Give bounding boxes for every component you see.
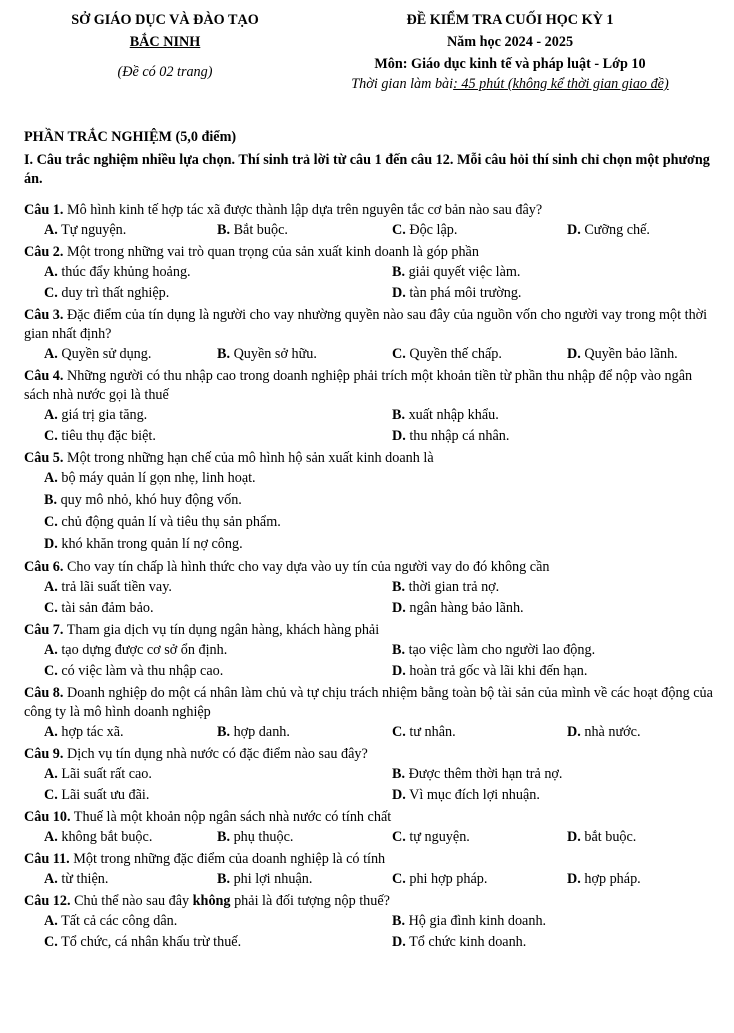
option-c — [392, 724, 456, 742]
option-letter: A. — [44, 346, 58, 362]
option-row — [24, 934, 714, 955]
option-letter: D. — [392, 428, 406, 444]
option-row — [24, 600, 714, 621]
option-text: Hộ gia đình kinh doanh. — [408, 913, 547, 929]
option-text: Tất cả các công dân. — [61, 913, 178, 929]
option-b — [44, 492, 242, 510]
option-b — [392, 407, 499, 425]
header-right — [300, 12, 720, 94]
option-d — [567, 222, 650, 240]
header-left — [30, 12, 300, 82]
option-d — [392, 787, 540, 805]
option-letter: B. — [217, 871, 231, 887]
option-text: phi hợp pháp. — [409, 871, 488, 887]
option-d — [392, 428, 509, 446]
question-11 — [24, 850, 714, 892]
option-text: xuất nhập khẩu. — [408, 407, 499, 423]
option-row — [24, 829, 714, 850]
province-name: BẮC NINH — [129, 34, 201, 50]
question-number: Câu 7. — [24, 622, 64, 638]
time-label: Thời gian làm bài — [351, 76, 454, 92]
question-text: Một trong những vai trò quan trọng của sản xuất kinh doanh là góp phần — [63, 244, 479, 260]
school-year: Năm học 2024 - 2025 — [446, 34, 574, 50]
option-letter: A. — [44, 222, 58, 238]
question-3 — [24, 306, 714, 367]
option-letter: D. — [392, 787, 406, 803]
option-b — [392, 264, 520, 282]
option-text: có việc làm và thu nhập cao. — [61, 663, 224, 679]
option-row — [24, 724, 714, 745]
option-a — [44, 724, 124, 742]
option-row — [24, 285, 714, 306]
option-c — [44, 663, 223, 681]
option-text: ngân hàng bảo lãnh. — [409, 600, 524, 616]
option-letter: A. — [44, 913, 58, 929]
option-letter: D. — [567, 222, 581, 238]
option-text: Tổ chức kinh doanh. — [409, 934, 527, 950]
option-text: hợp pháp. — [584, 871, 641, 887]
option-text: tàn phá môi trường. — [409, 285, 522, 301]
subject-line: Môn: Giáo dục kinh tế và pháp luật - Lớp 10 — [374, 56, 646, 72]
question-stem — [24, 201, 714, 222]
option-row — [24, 428, 714, 449]
option-d — [567, 829, 636, 847]
option-c — [44, 934, 241, 952]
option-text: tạo dựng được cơ sở ổn định. — [61, 642, 228, 658]
option-d — [567, 346, 678, 364]
option-text: bộ máy quản lí gọn nhẹ, linh hoạt. — [61, 470, 256, 486]
option-letter: A. — [44, 871, 58, 887]
option-row — [24, 514, 714, 536]
question-stem — [24, 745, 714, 766]
option-text: từ thiện. — [61, 871, 109, 887]
option-text: Quyền sở hữu. — [233, 346, 317, 362]
option-text: nhà nước. — [584, 724, 641, 740]
question-stem — [24, 306, 714, 346]
option-text: Vì mục đích lợi nhuận. — [409, 787, 540, 803]
option-text: hợp danh. — [233, 724, 290, 740]
option-c — [44, 285, 169, 303]
time-line — [300, 76, 720, 94]
option-row — [24, 264, 714, 285]
option-letter: B. — [392, 579, 406, 595]
option-text: bắt buộc. — [584, 829, 637, 845]
question-list — [24, 201, 714, 955]
option-d — [392, 285, 521, 303]
option-c — [44, 787, 149, 805]
question-7 — [24, 621, 714, 684]
option-text: phụ thuộc. — [233, 829, 294, 845]
option-row — [24, 766, 714, 787]
option-b — [217, 222, 288, 240]
option-letter: C. — [392, 346, 406, 362]
option-c — [392, 222, 457, 240]
option-letter: C. — [44, 285, 58, 301]
option-row — [24, 407, 714, 428]
option-a — [44, 470, 256, 488]
option-letter: D. — [392, 663, 406, 679]
option-letter: B. — [392, 766, 406, 782]
option-a — [44, 642, 227, 660]
option-c — [44, 428, 156, 446]
option-letter: B. — [217, 346, 231, 362]
option-text: Độc lập. — [409, 222, 458, 238]
page-count-note: (Đề có 02 trang) — [117, 64, 213, 80]
option-letter: D. — [392, 934, 406, 950]
option-text: Tổ chức, cá nhân khấu trừ thuế. — [61, 934, 242, 950]
option-letter: C. — [44, 428, 58, 444]
option-letter: B. — [392, 913, 406, 929]
option-text: thu nhập cá nhân. — [409, 428, 510, 444]
option-letter: D. — [567, 724, 581, 740]
question-stem — [24, 808, 714, 829]
option-row — [24, 642, 714, 663]
option-letter: C. — [44, 600, 58, 616]
question-stem — [24, 367, 714, 407]
option-text: quy mô nhỏ, khó huy động vốn. — [60, 492, 242, 508]
option-d — [567, 871, 641, 889]
department-name: SỞ GIÁO DỤC VÀ ĐÀO TẠO — [71, 12, 259, 28]
option-c — [392, 346, 502, 364]
option-a — [44, 913, 177, 931]
option-a — [44, 871, 108, 889]
option-b — [217, 829, 293, 847]
question-text-emphasis: không — [192, 893, 231, 909]
part-title: I. Câu trắc nghiệm nhiều lựa chọn. Thí sinh trả lời từ câu 1 đến câu 12. Mỗi câu hỏi thí sinh chỉ chọn một phương án. — [24, 152, 710, 187]
exam-title: ĐỀ KIỂM TRA CUỐI HỌC KỲ 1 — [406, 12, 614, 28]
option-letter: C. — [392, 829, 406, 845]
question-text: Một trong những hạn chế của mô hình hộ sản xuất kinh doanh là — [63, 450, 434, 466]
question-stem — [24, 850, 714, 871]
question-number: Câu 9. — [24, 746, 64, 762]
question-text: Cho vay tín chấp là hình thức cho vay dựa vào uy tín của người vay do đó không cần — [63, 559, 550, 575]
question-stem — [24, 449, 714, 470]
question-number: Câu 1. — [24, 202, 64, 218]
option-text: tự nguyện. — [409, 829, 470, 845]
option-text: Tự nguyện. — [61, 222, 127, 238]
option-letter: B. — [217, 829, 231, 845]
question-number: Câu 3. — [24, 307, 64, 323]
option-text: khó khăn trong quản lí nợ công. — [61, 536, 243, 552]
option-letter: A. — [44, 642, 58, 658]
option-a — [44, 264, 191, 282]
option-letter: C. — [392, 871, 406, 887]
question-text: Những người có thu nhập cao trong doanh nghiệp phải trích một khoản tiền từ phần thu nhập để nộp vào ngân sách nhà nước gọi là thuế — [24, 368, 693, 403]
question-2 — [24, 243, 714, 306]
question-5 — [24, 449, 714, 558]
option-text: tiêu thụ đặc biệt. — [61, 428, 156, 444]
option-letter: C. — [392, 724, 406, 740]
question-stem — [24, 243, 714, 264]
question-number: Câu 5. — [24, 450, 64, 466]
option-letter: B. — [217, 724, 231, 740]
option-letter: B. — [392, 407, 406, 423]
option-c — [392, 871, 487, 889]
option-letter: B. — [392, 642, 406, 658]
option-text: giải quyết việc làm. — [408, 264, 521, 280]
option-row — [24, 913, 714, 934]
option-letter: B. — [392, 264, 406, 280]
option-letter: C. — [44, 787, 58, 803]
option-letter: A. — [44, 470, 58, 486]
option-a — [44, 407, 147, 425]
option-b — [392, 913, 546, 931]
option-letter: A. — [44, 579, 58, 595]
option-text: chủ động quản lí và tiêu thụ sản phẩm. — [61, 514, 281, 530]
question-9 — [24, 745, 714, 808]
option-letter: D. — [44, 536, 58, 552]
option-b — [392, 766, 562, 784]
option-text: thúc đẩy khủng hoảng. — [61, 264, 191, 280]
question-text: Thuế là một khoản nộp ngân sách nhà nước có tính chất — [70, 809, 392, 825]
option-c — [44, 514, 281, 532]
option-d — [44, 536, 243, 554]
option-d — [392, 600, 524, 618]
option-letter: D. — [567, 346, 581, 362]
option-b — [217, 724, 290, 742]
option-c — [44, 600, 154, 618]
option-text: hoàn trả gốc và lãi khi đến hạn. — [409, 663, 588, 679]
section-title: PHẦN TRẮC NGHIỆM (5,0 điểm) — [24, 129, 237, 145]
option-row — [24, 536, 714, 558]
option-letter: A. — [44, 724, 58, 740]
option-letter: A. — [44, 407, 58, 423]
question-6 — [24, 558, 714, 621]
option-text: Bắt buộc. — [233, 222, 288, 238]
question-stem — [24, 684, 714, 724]
option-text: Được thêm thời hạn trả nợ. — [408, 766, 563, 782]
option-row — [24, 470, 714, 492]
option-letter: A. — [44, 829, 58, 845]
question-1 — [24, 201, 714, 243]
question-stem — [24, 558, 714, 579]
question-number: Câu 6. — [24, 559, 64, 575]
option-letter: D. — [392, 600, 406, 616]
option-row — [24, 222, 714, 243]
option-text: phi lợi nhuận. — [233, 871, 313, 887]
option-a — [44, 579, 172, 597]
question-stem — [24, 621, 714, 642]
question-10 — [24, 808, 714, 850]
question-text: Mô hình kinh tế hợp tác xã được thành lập dựa trên nguyên tắc cơ bản nào sau đây? — [63, 202, 543, 218]
option-letter: A. — [44, 264, 58, 280]
option-b — [217, 871, 312, 889]
option-letter: A. — [44, 766, 58, 782]
option-row — [24, 787, 714, 808]
option-letter: C. — [392, 222, 406, 238]
option-d — [392, 934, 526, 952]
option-a — [44, 829, 152, 847]
option-row — [24, 346, 714, 367]
option-row — [24, 871, 714, 892]
option-letter: C. — [44, 934, 58, 950]
option-row — [24, 663, 714, 684]
option-text: Lãi suất rất cao. — [61, 766, 152, 782]
option-d — [392, 663, 587, 681]
option-text: Quyền sử dụng. — [61, 346, 152, 362]
option-text: tư nhân. — [409, 724, 456, 740]
option-row — [24, 492, 714, 514]
option-letter: D. — [567, 871, 581, 887]
question-stem — [24, 892, 714, 913]
question-text: Chủ thể nào sau đây — [70, 893, 193, 909]
option-row — [24, 579, 714, 600]
option-a — [44, 346, 151, 364]
time-value: : 45 phút (không kể thời gian giao đề) — [453, 76, 669, 92]
question-number: Câu 10. — [24, 809, 71, 825]
option-text: tạo việc làm cho người lao động. — [408, 642, 596, 658]
option-text: trả lãi suất tiền vay. — [61, 579, 172, 595]
option-text: hợp tác xã. — [61, 724, 124, 740]
option-text: thời gian trả nợ. — [408, 579, 500, 595]
question-4 — [24, 367, 714, 449]
option-text: Quyền thế chấp. — [409, 346, 502, 362]
option-letter: D. — [392, 285, 406, 301]
question-12 — [24, 892, 714, 955]
question-number: Câu 4. — [24, 368, 64, 384]
option-letter: B. — [217, 222, 231, 238]
option-text: Lãi suất ưu đãi. — [61, 787, 150, 803]
question-text: Doanh nghiệp do một cá nhân làm chủ và tự chịu trách nhiệm bằng toàn bộ tài sản của mình về các hoạt động của công ty là mô hình doanh nghiệp — [24, 685, 713, 720]
option-letter: B. — [44, 492, 58, 508]
question-8 — [24, 684, 714, 745]
question-text: phải là đối tượng nộp thuế? — [230, 893, 390, 909]
option-b — [392, 642, 595, 660]
option-a — [44, 766, 152, 784]
option-b — [217, 346, 317, 364]
option-c — [392, 829, 470, 847]
option-text: duy trì thất nghiệp. — [61, 285, 170, 301]
question-number: Câu 8. — [24, 685, 64, 701]
option-text: Cưỡng chế. — [584, 222, 650, 238]
question-text: Đặc điểm của tín dụng là người cho vay nhường quyền nào sau đây của nguồn vốn cho người vay trong một thời gian nhất định? — [24, 307, 708, 342]
question-text: Tham gia dịch vụ tín dụng ngân hàng, khách hàng phải — [63, 622, 380, 638]
question-number: Câu 12. — [24, 893, 71, 909]
question-text: Một trong những đặc điểm của doanh nghiệp là có tính — [69, 851, 386, 867]
question-number: Câu 11. — [24, 851, 70, 867]
option-letter: D. — [567, 829, 581, 845]
option-a — [44, 222, 126, 240]
question-number: Câu 2. — [24, 244, 64, 260]
option-text: giá trị gia tăng. — [61, 407, 148, 423]
option-letter: C. — [44, 514, 58, 530]
option-text: tài sản đảm bảo. — [61, 600, 154, 616]
option-d — [567, 724, 641, 742]
option-text: Quyền bảo lãnh. — [584, 346, 678, 362]
option-b — [392, 579, 499, 597]
option-text: không bắt buộc. — [61, 829, 153, 845]
question-text: Dịch vụ tín dụng nhà nước có đặc điểm nào sau đây? — [63, 746, 368, 762]
option-letter: C. — [44, 663, 58, 679]
